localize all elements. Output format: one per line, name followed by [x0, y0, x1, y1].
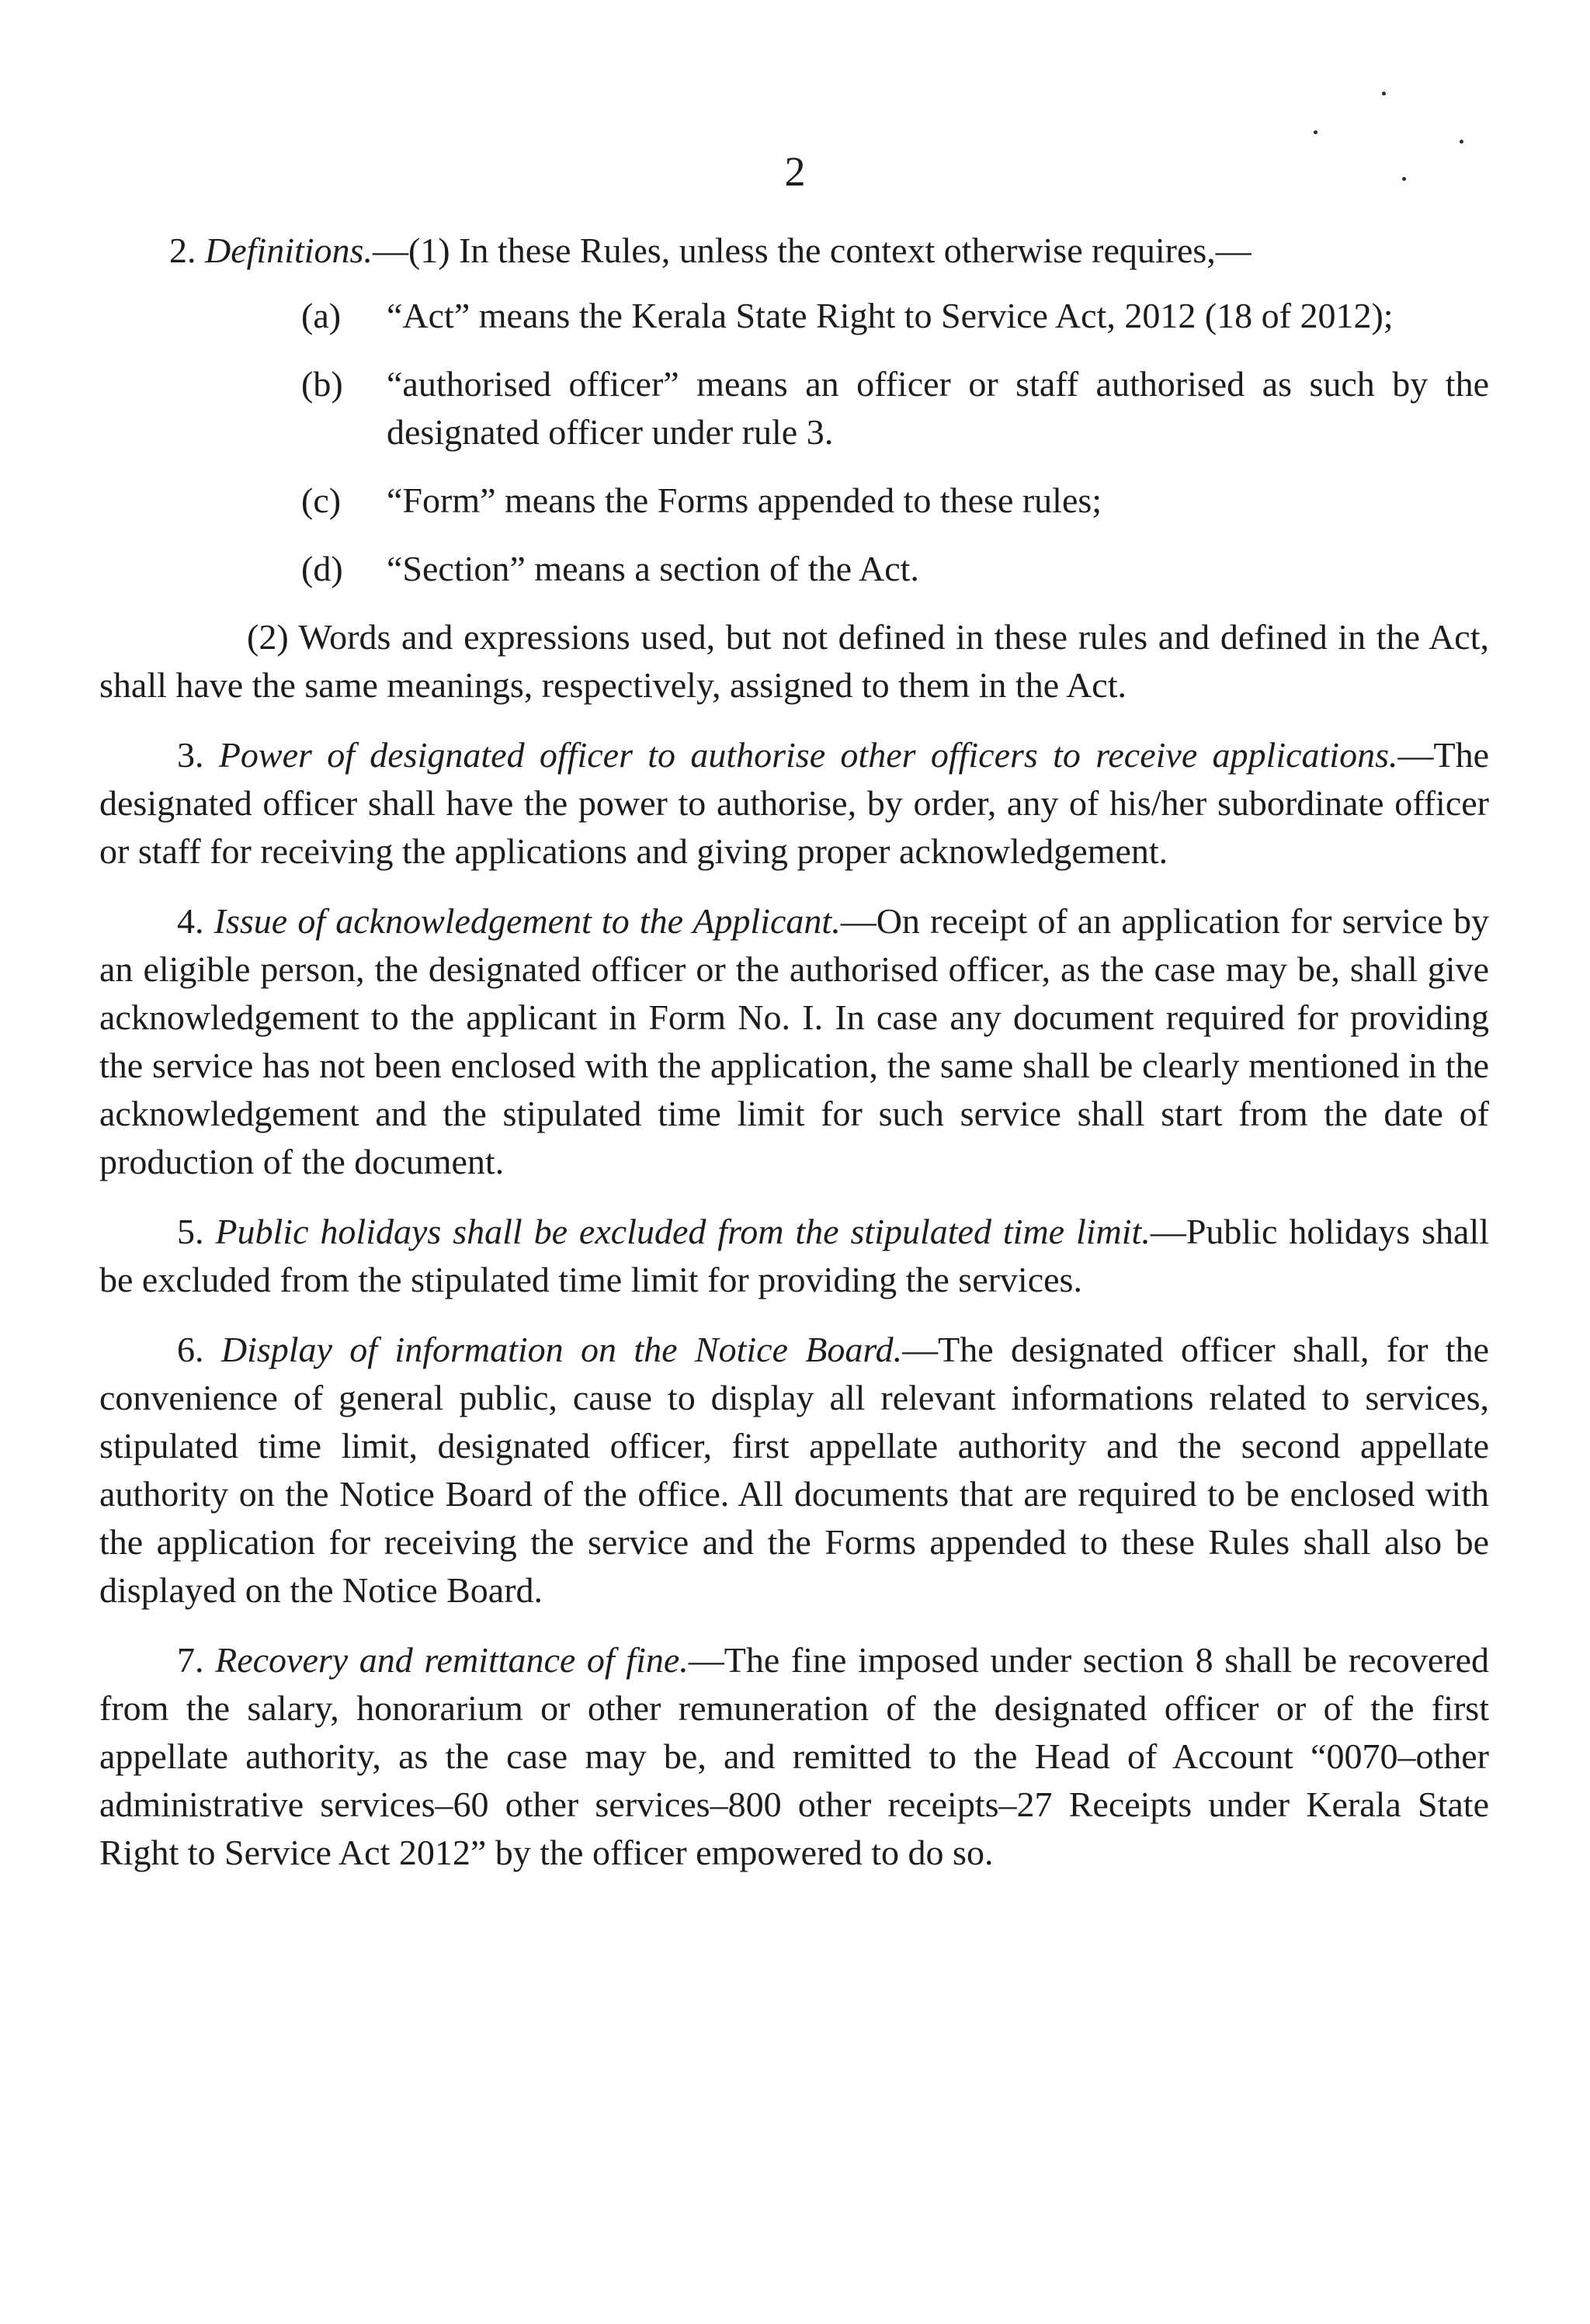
definition-item [99, 292, 1489, 340]
section-number: 4. [177, 901, 204, 941]
section-heading: Definitions. [205, 231, 373, 270]
section-number: 7. [177, 1640, 204, 1680]
document-body [99, 227, 1489, 1899]
scan-speck [1460, 140, 1463, 144]
item-marker: (b) [301, 364, 343, 404]
definition-item [99, 545, 1489, 593]
section-2 [99, 227, 1489, 275]
section-number: 3. [177, 735, 204, 775]
definition-item [99, 360, 1489, 456]
section-3 [99, 731, 1489, 876]
definition-item [99, 477, 1489, 525]
section-heading: Issue of acknowledgement to the Applicant. [214, 901, 841, 941]
page-number: 2 [784, 148, 806, 195]
section-text: —The designated officer shall, for the convenience of general public, cause to display all relevant informations related to services, stipulated time limit, designated officer, first appellate authority and the second appellate authority on the Notice Board of the office. All documents that are required to be enclosed with the application for receiving the service and the Forms appended to these Rules shall also be displayed on the Notice Board. [99, 1330, 1489, 1610]
item-text: “authorised officer” means an officer or staff authorised as such by the designated officer under rule 3. [387, 364, 1489, 452]
item-text: “Act” means the Kerala State Right to Service Act, 2012 (18 of 2012); [387, 296, 1394, 335]
item-text: “Form” means the Forms appended to these rules; [387, 480, 1102, 520]
section-heading: Display of information on the Notice Board. [220, 1330, 903, 1369]
section-intro: —(1) In these Rules, unless the context otherwise requires,— [372, 231, 1252, 270]
section-text: —Public holidays shall be excluded from the stipulated time limit for providing the services. [99, 1212, 1489, 1299]
scan-speck [1382, 92, 1386, 95]
item-marker: (c) [301, 480, 342, 520]
section-heading: Power of designated officer to authorise other officers to receive applications. [218, 735, 1398, 775]
section-text: —The fine imposed under section 8 shall be recovered from the salary, honorarium or other remuneration of the designated officer or of the first appellate authority, as the case may be, and remitted to the Head of Account “0070–other administrative services–60 other services–800 other receipts–27 Receipts under Kerala State Right to Service Act 2012” by the officer empowered to do so. [99, 1640, 1489, 1872]
section-heading: Recovery and remittance of fine. [215, 1640, 689, 1680]
scan-speck [1314, 130, 1317, 134]
item-text: “Section” means a section of the Act. [387, 549, 919, 588]
section-text: —The designated officer shall have the power to authorise, by order, any of his/her subordinate officer or staff for receiving the applications and giving proper acknowledgement. [99, 735, 1490, 871]
section-heading: Public holidays shall be excluded from the stipulated time limit. [215, 1212, 1151, 1251]
section-4 [99, 897, 1489, 1186]
section-text: —On receipt of an application for service by an eligible person, the designated officer or the authorised officer, as the case may be, shall give acknowledgement to the applicant in Form No. I. In case any document required for providing the service has not been enclosed with the application, the same shall be clearly mentioned in the acknowledgement and the stipulated time limit for such service shall start from the date of production of the document. [99, 901, 1489, 1181]
section-number: 5. [177, 1212, 204, 1251]
section-6 [99, 1326, 1489, 1615]
section-2-subsection-2: (2) Words and expressions used, but not defined in these rules and defined in the Act, shall have the same meanings, respectively, assigned to them in the Act. [99, 617, 1489, 705]
item-marker: (d) [301, 549, 343, 588]
section-number: 6. [177, 1330, 204, 1369]
section-5 [99, 1208, 1489, 1304]
section-number: 2. [169, 231, 196, 270]
item-marker: (a) [301, 296, 342, 335]
section-7 [99, 1636, 1489, 1877]
